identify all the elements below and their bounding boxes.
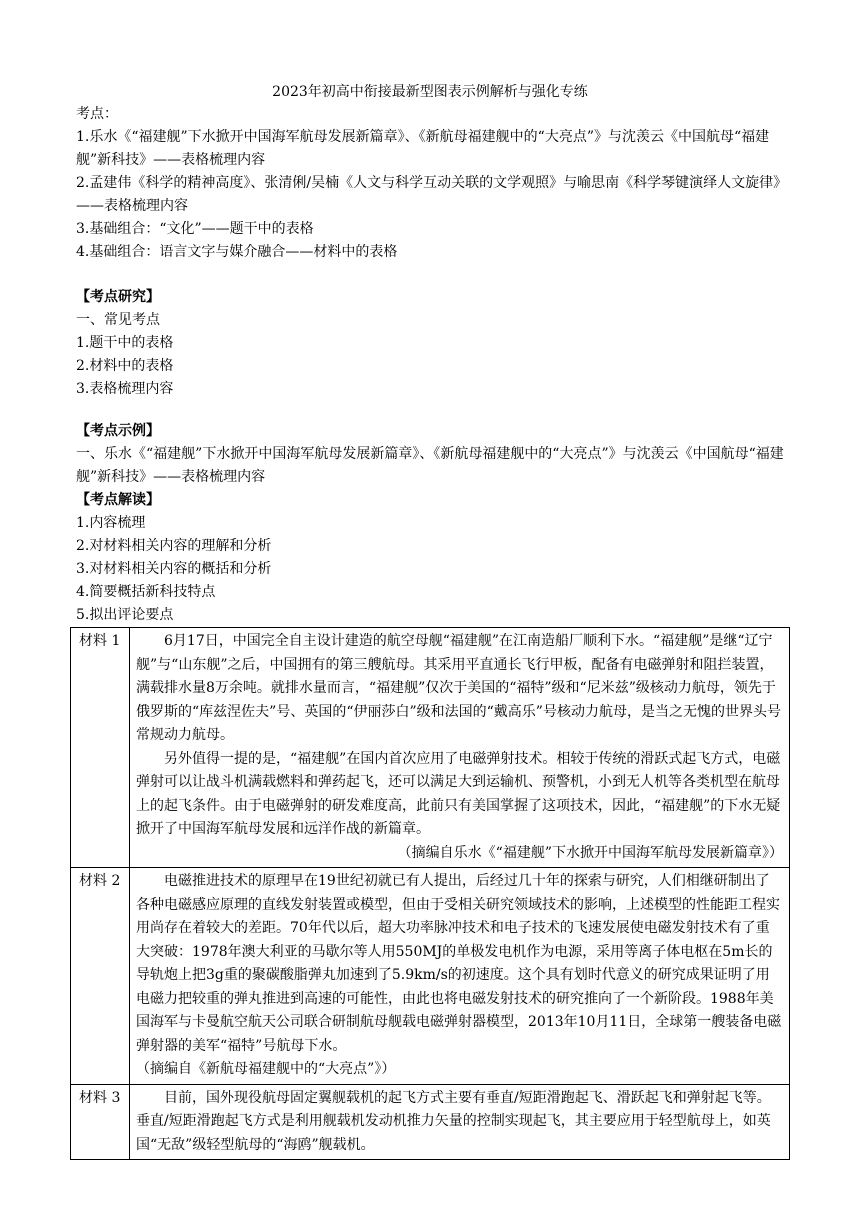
material-row	[71, 868, 790, 1085]
material-content	[130, 628, 790, 868]
shili-section	[76, 420, 786, 627]
material-label: 材料 3	[71, 1084, 130, 1160]
shili-heading: 【考点示例】	[76, 423, 160, 439]
material-content	[130, 1084, 790, 1160]
material-source: （摘编自乐水《“福建舰”下水掀开中国海军航母发展新篇章》）	[397, 844, 783, 861]
yanjiu-subheading: 一、常见考点	[76, 312, 160, 328]
jiedu-item: 1.内容梳理	[76, 515, 146, 531]
material-label: 材料 1	[71, 628, 130, 868]
jiedu-item: 3.对材料相关内容的概括和分析	[76, 561, 272, 577]
yanjiu-item: 3.表格梳理内容	[76, 381, 174, 397]
material-paragraph: 另外值得一提的是，“福建舰”在国内首次应用了电磁弹射技术。相较于传统的滑跃式起飞方式，电磁弹射可以让战斗机满载燃料和弹药起飞，还可以满足大到运输机、预警机，小到无人机等各类机型在航母上的起飞条件。由于电磁弹射的研发难度高，此前只有美国掌握了这项技术，因此，“福建舰”的下水无疑掀开了中国海军航母发展和远洋作战的新篇章。	[136, 750, 781, 837]
jiedu-item: 5.拟出评论要点	[76, 607, 174, 623]
jiedu-heading: 【考点解读】	[76, 492, 160, 508]
kaodian-section	[76, 103, 786, 264]
yanjiu-heading: 【考点研究】	[76, 289, 160, 305]
kaodian-item: 1.乐水《“福建舰”下水掀开中国海军航母发展新篇章》、《新航母福建舰中的“大亮点”》与沈羡云《中国航母“福建舰”新科技》——表格梳理内容	[76, 129, 770, 168]
document-title: 2023年初高中衔接最新型图表示例解析与强化专练	[272, 84, 588, 100]
shili-line: 一、乐水《“福建舰”下水掀开中国海军航母发展新篇章》、《新航母福建舰中的“大亮点”》与沈羡云《中国航母“福建舰”新科技》——表格梳理内容	[76, 446, 784, 485]
materials-table	[70, 627, 790, 1160]
jiedu-item: 4.简要概括新科技特点	[76, 584, 216, 600]
jiedu-item: 2.对材料相关内容的理解和分析	[76, 538, 272, 554]
material-label: 材料 2	[71, 868, 130, 1085]
kaodian-item: 2.孟建伟《科学的精神高度》、张清俐/吴楠《人文与科学互动关联的文学观照》与喻思南《科学琴键演绎人文旋律》——表格梳理内容	[76, 175, 781, 214]
material-row	[71, 1084, 790, 1160]
material-paragraph: 电磁推进技术的原理早在19世纪初就已有人提出，后经过几十年的探索与研究，人们相继研制出了各种电磁感应原理的直线发射装置或模型，但由于受相关研究领域技术的影响，上述模型的性能距工程实用尚存在着较大的差距。70年代以后，超大功率脉冲技术和电子技术的飞速发展使电磁发射技术有了重大突破：1978年澳大利亚的马歇尔等人用550MJ的单极发电机作为电源，采用等离子体电枢在5m长的导轨炮上把3g重的聚碳酸脂弹丸加速到了5.9km/s的初速度。这个具有划时代意义的研究成果证明了用电磁力把较重的弹丸推进到高速的可能性，由此也将电磁发射技术的研究推向了一个新阶段。1988年美国海军与卡曼航空航天公司联合研制航母舰载电磁弹射器模型，2013年10月11日，全球第一艘装备电磁弹射器的美军“福特”号航母下水。	[136, 873, 782, 1054]
material-content	[130, 868, 790, 1085]
yanjiu-item: 2.材料中的表格	[76, 358, 174, 374]
kaodian-item: 3.基础组合：“文化”——题干中的表格	[76, 221, 314, 237]
yanjiu-item: 1.题干中的表格	[76, 335, 174, 351]
kaodian-heading: 考点：	[76, 106, 118, 122]
material-row	[71, 628, 790, 868]
material-paragraph: 目前，国外现役航母固定翼舰载机的起飞方式主要有垂直/短距滑跑起飞、滑跃起飞和弹射起飞等。垂直/短距滑跑起飞方式是利用舰载机发动机推力矢量的控制实现起飞，其主要应用于轻型航母上，如英国“无敌”级轻型航母的“海鸥”舰载机。	[136, 1089, 771, 1153]
kaodian-item: 4.基础组合：语言文字与媒介融合——材料中的表格	[76, 244, 398, 260]
material-paragraph: 6月17日，中国完全自主设计建造的航空母舰“福建舰”在江南造船厂顺利下水。“福建舰”是继“辽宁舰”与“山东舰”之后，中国拥有的第三艘航母。其采用平直通长飞行甲板，配备有电磁弹射和阻拦装置，满载排水量8万余吨。就排水量而言，“福建舰”仅次于美国的“福特”级和“尼米兹”级核动力航母，领先于俄罗斯的“库兹涅佐夫”号、英国的“伊丽莎白”级和法国的“戴高乐”号核动力航母，是当之无愧的世界头号常规动力航母。	[136, 633, 781, 743]
yanjiu-section	[76, 286, 786, 401]
material-source: （摘编自《新航母福建舰中的“大亮点”》）	[136, 1061, 396, 1077]
